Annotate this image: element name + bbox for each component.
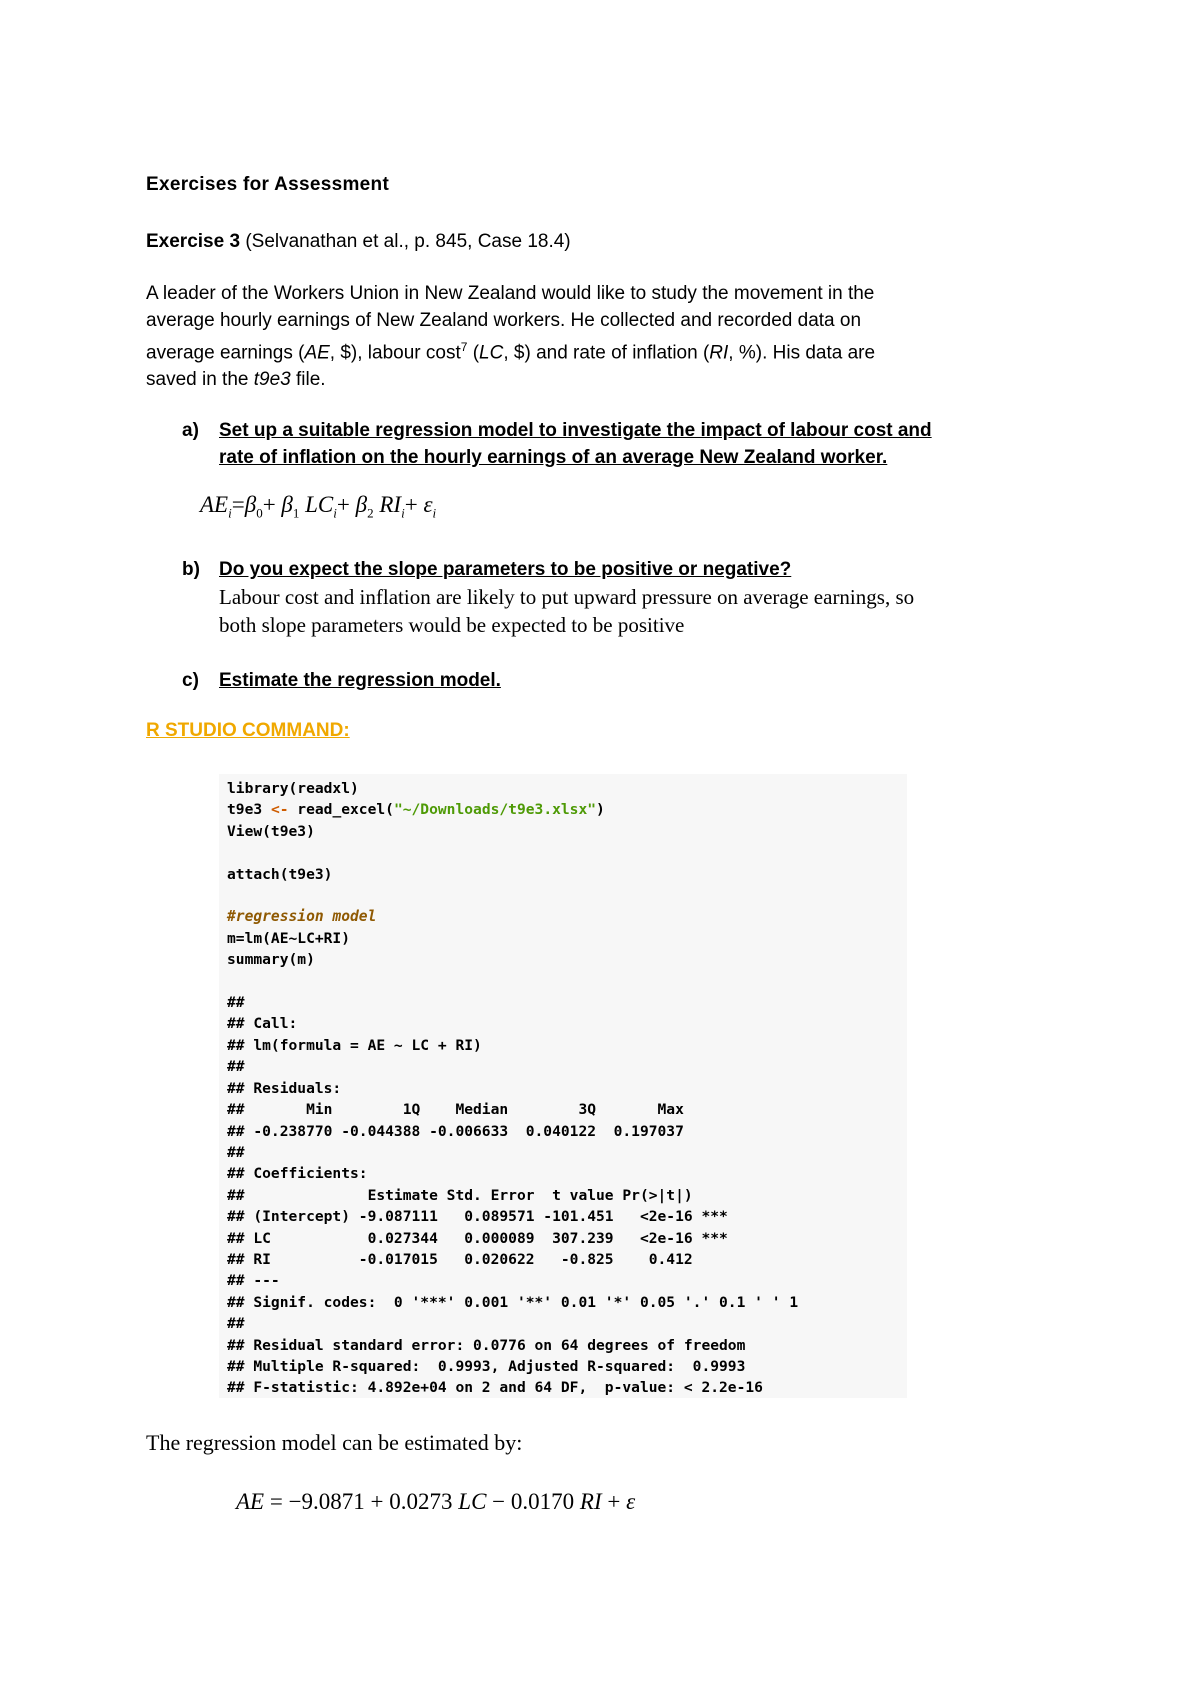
estimated-model-intro: The regression model can be estimated by: [146,1430,523,1455]
page-heading: Exercises for Assessment [146,174,390,195]
question-b-text: Do you expect the slope parameters to be positive or negative? [219,559,792,580]
r-code: library(readxl) t9e3 <- read_excel("~/Downloads/t9e3.xlsx") View(t9e3) attach(t9e3) #regression model m=lm(AE~LC+RI) summary(m) ## ## Call: ## lm(formula = AE ~ LC + RI) ## ## Residuals: ## Min 1Q Median 3Q Max ## -0.238770 -0.044388 -0.006633 0.040122 0.197037 ## ## Coefficients: ## Estimate Std. Error t value Pr(>|t|) ## (Intercept) -9.087111 0.089571 -101.451 <2e-16 *** ## LC 0.027344 0.000089 307.239 <2e-16 *** ## RI -0.017015 0.020622 -0.825 0.412 ## --- ## Signif. codes: 0 '***' 0.001 '**' 0.01 '*' 0.05 '.' 0.1 ' ' 1 ## ## Residual standard error: 0.0776 on 64 degrees of freedom ## Multiple R-squared: 0.9993, Adjusted R-squared: 0.9993 ## F-statistic: 4.892e+04 on 2 and 64 DF, p-value: < 2.2e-16 [227,780,799,1397]
question-c-text: Estimate the regression model. [219,670,501,691]
question-a-letter: a) [182,420,199,441]
exercise-source: (Selvanathan et al., p. 845, Case 18.4) [245,231,571,252]
exercise-label: Exercise 3 [146,231,241,252]
question-a-text: Set up a suitable regression model to investigate the impact of labour cost and rate of inflation on the hourly earnings of an average New Zealand worker. [219,420,932,468]
rstudio-label: R STUDIO COMMAND: [146,720,350,741]
question-b-answer: Labour cost and inflation are likely to put upward pressure on average earnings, so both slope parameters would be expected to be positive [219,585,915,637]
estimated-equation: AE = −9.0871 + 0.0273 LC − 0.0170 RI + ε [236,1489,636,1514]
intro-line: average earnings (AE, $), labour cost$^7$ (LC, $) and rate of inflation (RI, %). His data are [146,340,876,364]
intro-line: A leader of the Workers Union in New Zealand would like to study the movement in the [146,283,875,304]
question-c-letter: c) [182,670,199,691]
intro-paragraph [146,280,1086,393]
intro-line: saved in the t9e3 file. [146,369,326,391]
intro-line: average hourly earnings of New Zealand workers. He collected and recorded data on [146,310,862,331]
exercise-heading [146,228,571,255]
model-equation: $AE_i=\beta_0+ \beta_1$ $LC_i+ \beta_2$ $RI_i+ \varepsilon_i$ [200,492,437,521]
question-b-letter: b) [182,559,200,580]
r-code-block [219,774,907,1398]
